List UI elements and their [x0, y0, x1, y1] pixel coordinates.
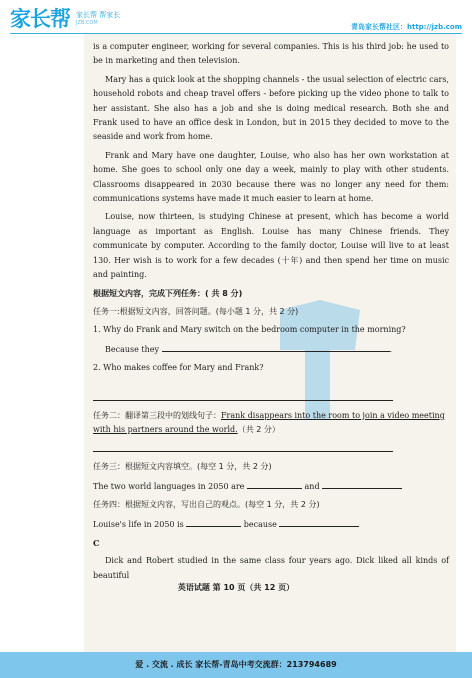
section-c-text: Dick and Robert studied in the same class four years ago. Dick liked all kinds of beautiful: [93, 556, 449, 580]
logo-slogan: 家长帮 帮家长: [76, 11, 121, 19]
task3-text-b: and: [304, 481, 320, 491]
task3-line: [93, 479, 449, 494]
answer-line-1: Because they .: [93, 342, 449, 357]
question-1: 1. Why do Frank and Mary switch on the bedroom computer in the morning?: [93, 325, 406, 335]
task2-sentence-b: with his partners around the world.: [93, 424, 238, 434]
task2-line: [93, 409, 449, 438]
page-number-footer: 英语试题 第 10 页（共 12 页）: [177, 583, 295, 592]
jzb-logo[interactable]: [10, 8, 120, 30]
answer-1-prefix: Because they: [105, 344, 160, 354]
task3-blank-1[interactable]: [247, 479, 302, 489]
answer-2-blank[interactable]: [93, 390, 393, 401]
task3-text-a: The two world languages in 2050 are: [93, 481, 245, 491]
logo-text: [76, 11, 120, 27]
task3-title: 任务三：根据短文内容填空。(每空 1 分，共 2 分): [93, 462, 272, 472]
logo-mark: 家长帮: [10, 7, 70, 31]
task1-title: 任务一:根据短文内容，回答问题。(每小题 1 分，共 2 分): [93, 306, 299, 316]
document-body: [93, 40, 449, 587]
task4-blank-2[interactable]: [279, 517, 359, 527]
task4-title: 任务四：根据短文内容，写出自己的观点。(每空 1 分，共 2 分): [93, 500, 320, 510]
logo-domain: JZB.COM: [76, 20, 98, 26]
task4-text-b: because: [243, 519, 277, 529]
task4-blank-1[interactable]: [186, 517, 241, 527]
passage-paragraph-3: Frank and Mary have one daughter, Louise, who also has her own workstation at home. She goes to school only one day a week, mainly to play with other students. Classrooms disappeared in 2030 because there was no longer any need for them: communications systems have made it much easier to learn at home.: [93, 150, 449, 204]
passage-paragraph-4: Louise, now thirteen, is studying Chinese at present, which has become a world language as important as English. Louise has many Chinese friends. They communicate by computer. According to the family doctor, Louise will live to at least 130. Her wish is to work for a few decades (十年) and then spend her time on music and painting.: [93, 212, 449, 280]
site-link[interactable]: 青岛家长帮社区：http://jzb.com: [351, 23, 462, 31]
tasks-heading: 根据短文内容，完成下列任务：( 共 8 分): [93, 288, 243, 298]
bottom-banner: 爱 . 交流 . 成长 家长帮-青岛中考交流群：213794689: [0, 652, 472, 678]
task2-answer-blank[interactable]: [93, 441, 393, 452]
task4-line: [93, 517, 449, 532]
answer-1-blank[interactable]: [162, 342, 390, 352]
task2-sentence-a: Frank disappears into the room to join a video meeting: [221, 410, 445, 420]
task2-prefix: 任务二：翻译第三段中的划线句子：: [93, 410, 221, 420]
passage-paragraph-1: is a computer engineer, working for several companies. This is his third job: he used to be in marketing and then television.: [93, 42, 449, 66]
passage-paragraph-2: Mary has a quick look at the shopping channels - the usual selection of electric cars, household robots and cheap travel offers - before picking up the video phone to talk to her assistant. She also has a job and she is doing medical research. Both she and Frank used to have an office desk in London, but in 2015 they decided to move to the seaside and work from home.: [93, 74, 449, 142]
task2-points: （共 2 分）: [237, 424, 280, 434]
task3-blank-2[interactable]: [322, 479, 402, 489]
section-c-letter: C: [93, 537, 100, 548]
task4-text-a: Louise's life in 2050 is: [93, 519, 184, 529]
question-2: 2. Who makes coffee for Mary and Frank?: [93, 363, 264, 373]
